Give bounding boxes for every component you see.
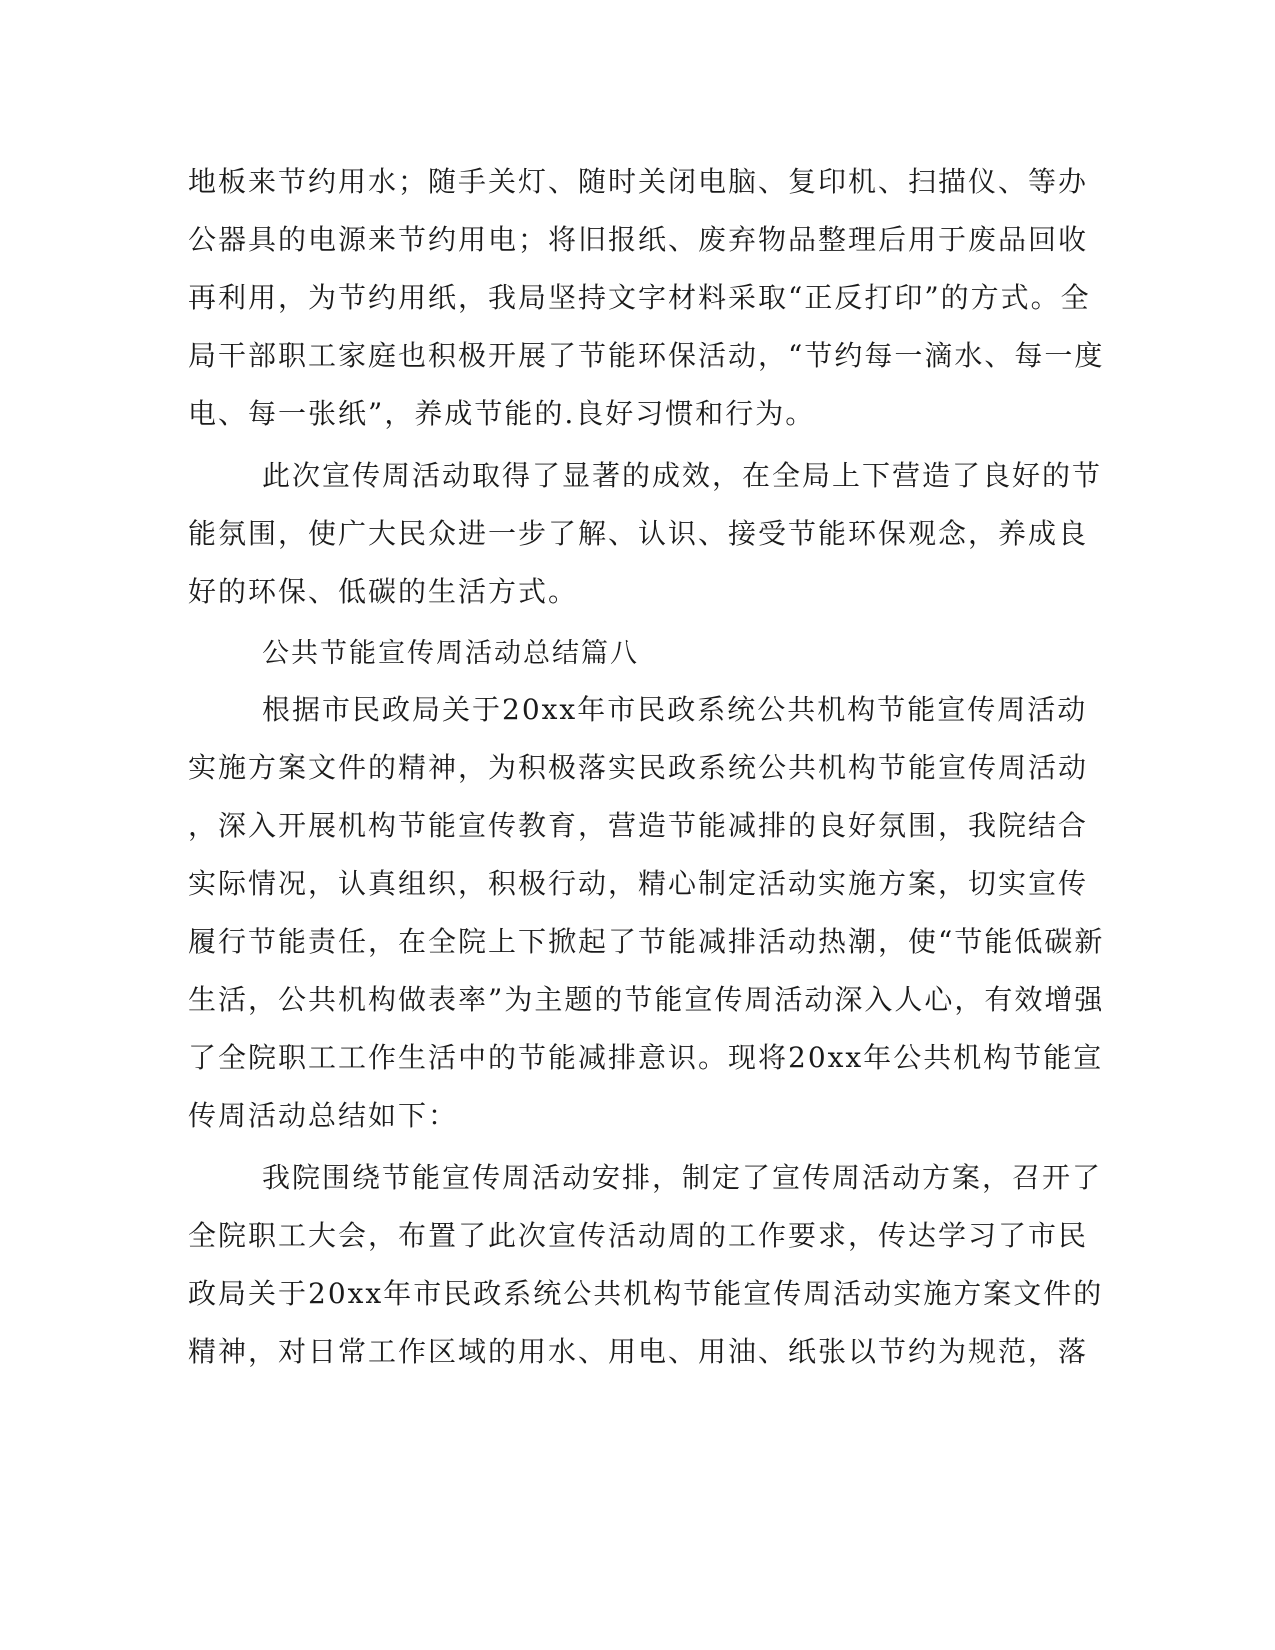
paragraph-line: 传周活动总结如下：: [188, 1099, 459, 1132]
paragraph-line: 此次宣传周活动取得了显著的成效，在全局上下营造了良好的节: [262, 459, 1103, 492]
paragraph-line: 全院职工大会，布置了此次宣传活动周的工作要求，传达学习了市民: [188, 1219, 1089, 1252]
paragraph-line: 政局关于20xx年市民政系统公共机构节能宣传周活动实施方案文件的: [188, 1277, 1104, 1310]
paragraph-line: ，深入开展机构节能宣传教育，营造节能减排的良好氛围，我院结合: [188, 809, 1089, 842]
paragraph-line: 实际情况，认真组织，积极行动，精心制定活动实施方案，切实宣传: [188, 867, 1089, 900]
paragraph-line: 局干部职工家庭也积极开展了节能环保活动，“节约每一滴水、每一度: [188, 339, 1105, 372]
paragraph-line: 履行节能责任，在全院上下掀起了节能减排活动热潮，使“节能低碳新: [188, 925, 1105, 958]
paragraph-line: 地板来节约用水；随手关灯、随时关闭电脑、复印机、扫描仪、等办: [188, 165, 1089, 198]
paragraph-line: 根据市民政局关于20xx年市民政系统公共机构节能宣传周活动: [262, 693, 1088, 726]
paragraph-line: 精神，对日常工作区域的用水、用电、用油、纸张以节约为规范，落: [188, 1335, 1089, 1368]
paragraph-line: 了全院职工工作生活中的节能减排意识。现将20xx年公共机构节能宣: [188, 1041, 1104, 1074]
paragraph-line: 好的环保、低碳的生活方式。: [188, 575, 579, 608]
paragraph-line: 公器具的电源来节约用电；将旧报纸、废弃物品整理后用于废品回收: [188, 223, 1089, 256]
paragraph-line: 再利用，为节约用纸，我局坚持文字材料采取“正反打印”的方式。全: [188, 281, 1091, 314]
paragraph-line: 电、每一张纸”，养成节能的.良好习惯和行为。: [188, 397, 816, 430]
paragraph-line: 我院围绕节能宣传周活动安排，制定了宣传周活动方案，召开了: [262, 1161, 1103, 1194]
section-heading: 公共节能宣传周活动总结篇八: [262, 638, 639, 669]
paragraph-line: 生活，公共机构做表率”为主题的节能宣传周活动深入人心，有效增强: [188, 983, 1105, 1016]
paragraph-line: 实施方案文件的精神，为积极落实民政系统公共机构节能宣传周活动: [188, 751, 1089, 784]
paragraph-line: 能氛围，使广大民众进一步了解、认识、接受节能环保观念，养成良: [188, 517, 1089, 550]
